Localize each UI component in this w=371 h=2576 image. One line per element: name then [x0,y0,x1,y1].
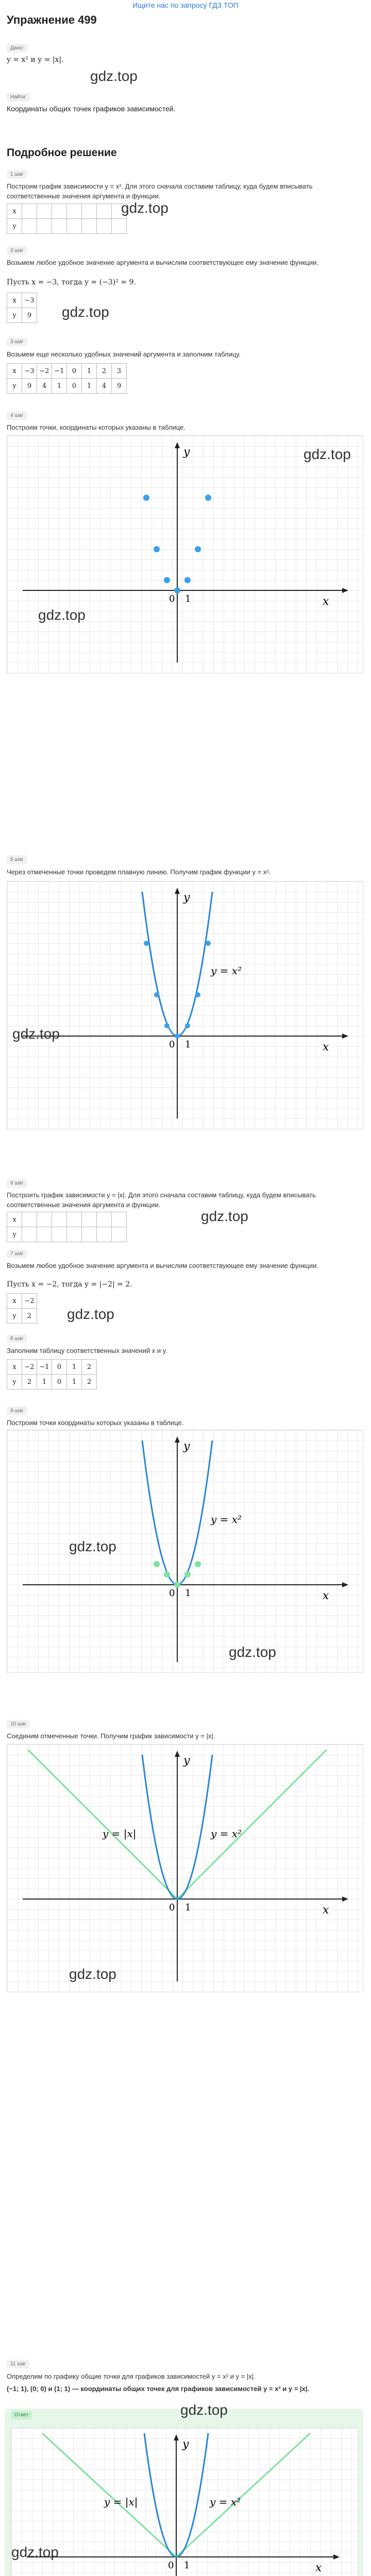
graph-4 [7,1744,363,1992]
origin-label: 0 [169,594,175,604]
watermark: gdz.top [38,607,86,623]
given-label: Дано: [7,44,27,53]
point [174,587,180,594]
y-axis-label: y [183,1754,190,1767]
tick-one-label: 1 [185,1902,191,1913]
step-6-text: Построить график зависимости y = |x|. Для этого сначала составим таблицу, куда будем вписывать соответственные значения аргумента и функции. [7,1191,316,1209]
tick-one-label: 1 [184,2560,190,2571]
y-axis-label: y [183,446,190,459]
step-7-calc: Пусть x = −2, тогда y = |−2| = 2. [7,1280,132,1289]
step-4-label: 4 шаг [7,411,27,420]
tick-one-label: 1 [185,1039,191,1050]
x-axis-label: x [323,595,329,608]
step-7-label: 7 шаг [7,1249,27,1258]
parabola-label: y = x² [211,1827,242,1840]
x-axis-label: x [315,2562,322,2574]
step-11-result: (−1; 1), (0; 0) и (1; 1) — координаты общих точек для графиков зависимостей y = x² и y = |x|. [7,2385,310,2393]
table-3: x −3 −2 −1 0 1 2 3 y 9 4 1 0 1 4 9 [7,363,127,394]
table-cell: −2 [22,1294,37,1309]
tick-one-label: 1 [185,1588,191,1599]
watermark: gdz.top [69,1966,116,1982]
tick-one-label: 1 [185,594,191,604]
table-x-header: x [7,204,22,219]
point [164,577,170,583]
step-2-text: Возьмем любое удобное значение аргумента и вычислим соответствующее ему значение функции. [7,259,318,266]
step-9-label: 9 шаг [7,1406,27,1415]
watermark: gdz.top [180,2402,228,2418]
origin-label: 0 [168,2560,174,2571]
graph-5 [11,2428,358,2576]
step-2-label: 2 шаг [7,246,27,255]
watermark: gdz.top [229,1644,276,1660]
origin-label: 0 [169,1039,175,1050]
watermark: gdz.top [201,1208,248,1224]
step-2-calc: Пусть x = −3, тогда y = (−3)² = 9. [7,278,136,286]
table-x-header: x [7,1294,22,1309]
step-7-text: Возьмем любое удобное значение аргумента и вычислим соответствующее ему значение функции. [7,1262,318,1269]
point [205,495,211,501]
graph-panel-4 [7,1744,363,1992]
table-y-header: y [7,379,22,394]
y-axis-label: y [183,1440,190,1453]
table-2 [7,293,37,323]
y-axis-label: y [183,891,190,904]
table-y-header: y [7,1375,22,1389]
x-axis-label: x [323,1041,329,1054]
table-x-header: x [7,364,22,379]
table-1 [7,204,127,234]
table-6: x −2 −1 0 1 2 y 2 1 0 1 2 [7,1359,97,1389]
graph-panel-2 [7,881,363,1129]
origin-label: 0 [169,1902,175,1913]
step-8-text: Заполним таблицу соответственных значений x и y. [7,1347,167,1354]
parabola-label: y = x² [211,1513,242,1526]
step-10-label: 10 шаг [7,1720,30,1728]
table-y-header: y [7,1309,22,1324]
find-label: Найти: [7,93,30,101]
table-y-header: y [7,219,22,234]
abs-label: y = |x| [103,1827,137,1840]
graph-panel-1 [7,435,363,673]
graph-panel-5 [11,2428,358,2576]
parabola-label: y = x² [210,2496,241,2508]
section-title: Подробное решение [7,147,117,159]
table-y-header: y [7,308,22,323]
watermark: gdz.top [67,1306,114,1322]
watermark: gdz.top [62,304,109,320]
graph-1 [7,436,363,673]
x-axis-label: x [323,1904,329,1917]
step-9-text: Построим точки координаты которых указаны в таблице. [7,1419,184,1427]
y-axis-label: y [182,2438,189,2451]
watermark: gdz.top [121,200,168,216]
table-y-header: y [7,1227,22,1242]
watermark: gdz.top [303,446,351,462]
watermark: gdz.top [12,1026,60,1042]
x-axis-label: x [323,1589,329,1602]
step-3-text: Возьмем еще несколько удобных значений аргумента и заполним таблицу. [7,350,241,358]
origin-label: 0 [169,1588,175,1599]
step-6-label: 6 шаг [7,1179,27,1188]
step-4-text: Построим точки, координаты которых указаны в таблице. [7,423,185,431]
find-text: Координаты общих точек графиков зависимостей. [7,105,176,113]
given-text: y = x² и y = |x|. [7,56,64,64]
table-cell: 9 [22,308,37,323]
table-cell: 2 [22,1309,37,1324]
step-10-text: Соединим отмеченные точки. Получим график зависимости y = |x|. [7,1732,215,1740]
point [154,546,160,552]
step-8-label: 8 шаг [7,1334,27,1343]
watermark: gdz.top [90,68,138,84]
graph-2 [7,882,363,1129]
table-5 [7,1293,37,1324]
point [184,577,191,583]
exercise-title: Упражнение 499 [7,13,97,26]
parabola-label: y = x² [211,964,242,977]
step-1-label: 1 шаг [7,170,27,179]
watermark: gdz.top [69,1538,116,1554]
point [143,495,149,501]
graph-panel-3 [7,1430,363,1673]
point [195,546,201,552]
step-1-text: Построим график зависимости y = x². Для этого сначала составим таблицу, куда будем вписывать соответственные значения аргумента и функции. [7,182,313,200]
abs-label: y = |x| [104,2496,138,2508]
watermark: gdz.top [11,2544,59,2560]
table-4 [7,1212,127,1242]
step-5-text: Через отмеченные точки проведем плавную линию. Получим график функции y = x². [7,868,271,876]
table-x-header: x [7,1360,22,1375]
answer-label: Ответ [11,2411,32,2419]
table-x-header: x [7,1212,22,1227]
top-search-link[interactable]: Ищите нас по запросу ГДЗ ТОП [132,1,239,9]
graph-3 [7,1430,363,1672]
step-11-label: 11 шаг [7,2360,29,2368]
step-11-text: Определим по графику общие точки для графиков зависимостей y = x² и y = |x|. [7,2372,256,2380]
step-3-label: 3 шаг [7,337,27,346]
table-cell: −3 [22,293,37,308]
step-5-label: 5 шаг [7,855,27,864]
table-x-header: x [7,293,22,308]
